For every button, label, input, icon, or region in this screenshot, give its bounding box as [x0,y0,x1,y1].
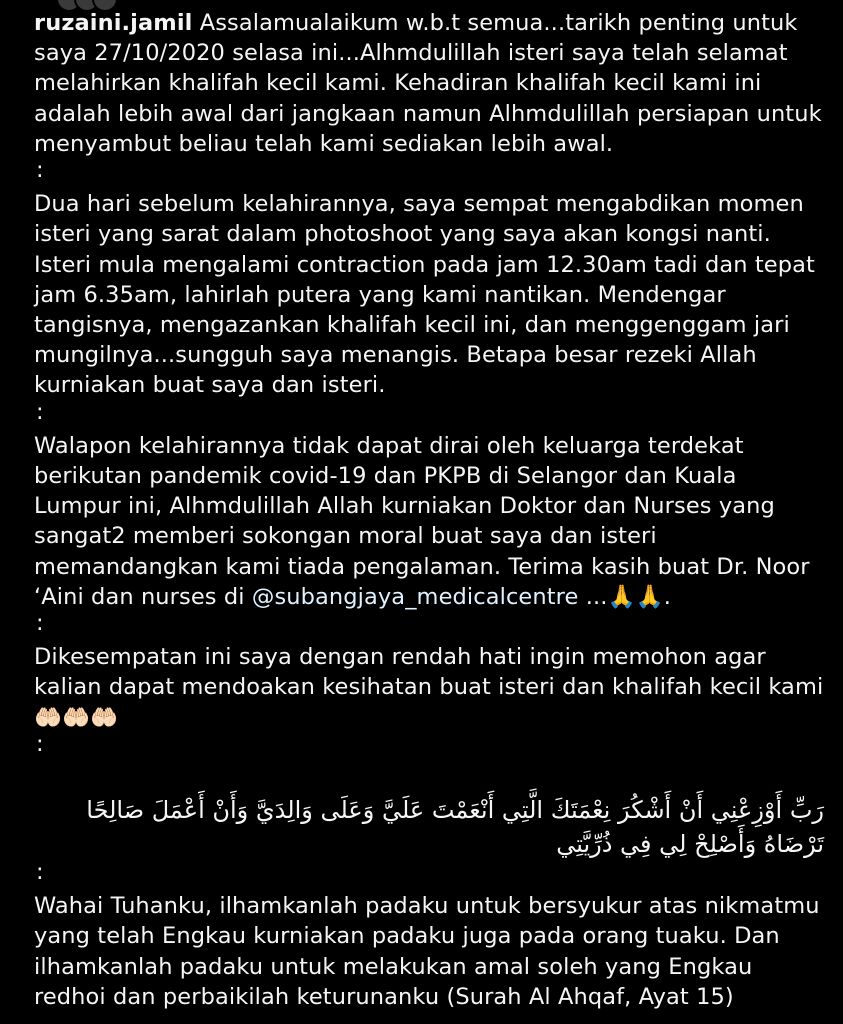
separator: : [36,859,44,886]
separator: : [36,730,44,757]
caption-paragraph-5: Wahai Tuhanku, ilhamkanlah padaku untuk bersyukur atas nikmatmu yang telah Engkau kurniakan padaku juga pada orang tuaku. Dan ilhamkanlah padaku untuk melakukan amal soleh yang Engkau redhoi dan perbaikilah keturunanku (Surah Al Ahqaf, Ayat 15) [34,893,820,1010]
separator: : [36,157,44,184]
blank-line [34,763,824,793]
separator: : [36,610,44,637]
username-link[interactable]: ruzaini.jamil [34,10,193,36]
praying-hands-icon: 🙏🙏 [607,583,664,610]
caption-paragraph-3 [34,431,824,612]
post-caption [34,8,824,1012]
caption-paragraph-2: Dua hari sebelum kelahirannya, saya sempat mengabdikan momen isteri yang sarat dalam photoshoot yang saya akan kongsi nanti. Isteri mula mengalami contraction pada jam 12.30am tadi dan tepat jam 6.35am, lahirlah putera yang kami nantikan. Mendengar tangisnya, mengazankan khalifah kecil ini, dan menggenggam jari mungilnya...sungguh saya menangis. Betapa besar rezeki Allah kurniakan buat saya dan isteri. [34,191,815,399]
raised-hands-icon: 🤲🏻🤲🏻🤲🏻 [34,704,119,731]
caption-text: Dikesempatan ini saya dengan rendah hati ingin memohon agar kalian dapat mendoakan kesihatan buat isteri dan khalifah kecil kami [34,644,824,701]
separator: : [36,398,44,425]
arabic-verse: رَبِّ أَوْزِعْنِي أَنْ أَشْكُرَ نِعْمَتَكَ الَّتِي أَنْعَمْتَ عَلَيَّ وَعَلَى وَالِدَيَّ وَأَنْ أَعْمَلَ صَالِحًا تَرْضَاهُ وَأَصْلِحْ لِي فِي ذُرِّيَّتِي [86,796,824,859]
period-text: . [663,583,671,610]
caption-text: Walapon kelahirannya tidak dapat dirai oleh keluarga terdekat berikutan pandemik covid-19 dan PKPB di Selangor dan Kuala Lumpur ini, Alhmdulillah Allah kurniakan Doktor dan Nurses yang sangat2 memberi sokongan moral buat saya dan isteri memandangkan kami tiada pengalaman. Terima kasih buat Dr. Noor ‘Aini dan nurses di [34,432,810,610]
caption-paragraph-1 [34,8,824,159]
caption-text: Assalamualaikum w.b.t semua...tarikh penting untuk saya 27/10/2020 selasa ini...Alhmdulillah isteri saya telah selamat melahirkan khalifah kecil kami. Kehadiran khalifah kecil kami ini adalah lebih awal dari jangkaan namun Alhmdulillah persiapan untuk menyambut beliau telah kami sediakan lebih awal. [34,10,822,157]
caption-paragraph-4 [34,642,824,733]
mention-link[interactable]: @subangjaya_medicalcentre [251,583,579,610]
ellipsis-text: ... [585,583,608,610]
